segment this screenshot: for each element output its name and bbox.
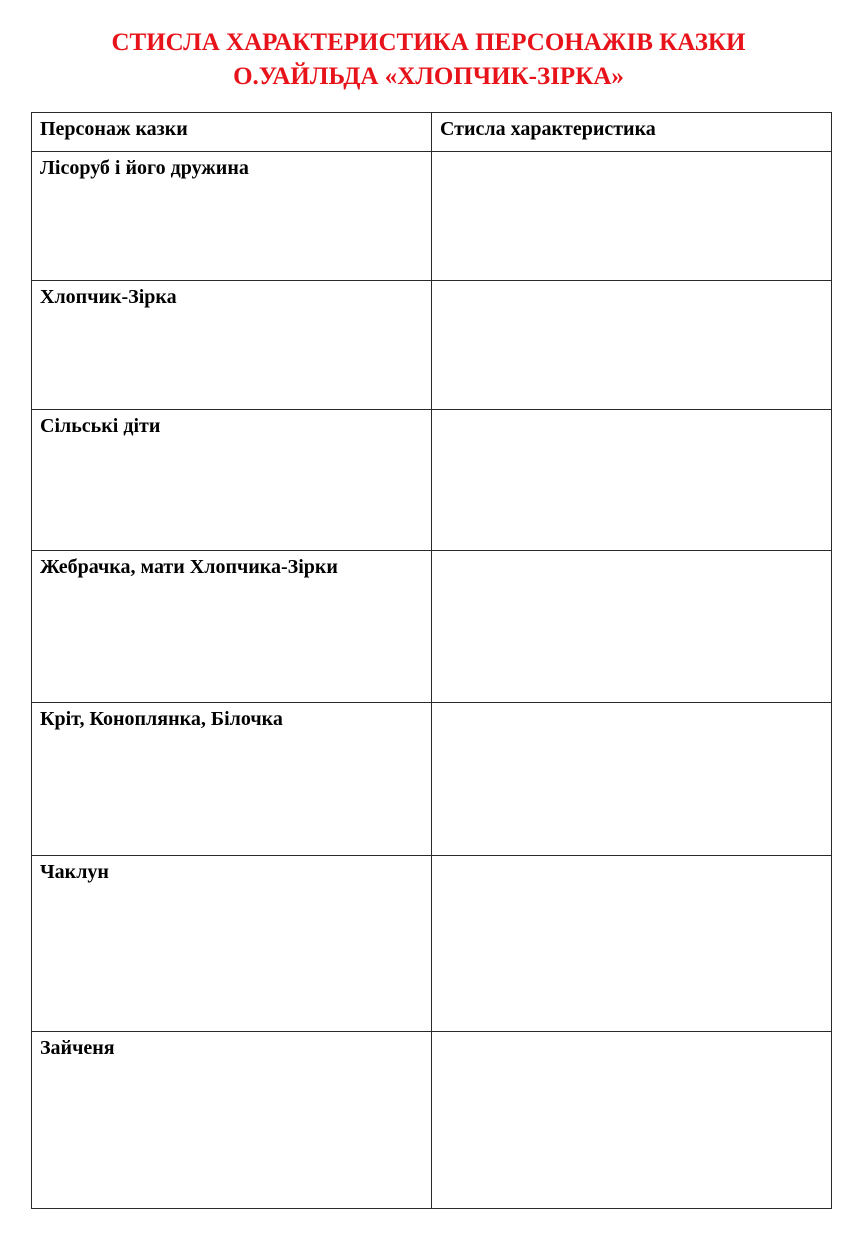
character-name: Хлопчик-Зірка bbox=[32, 281, 432, 410]
table-row bbox=[32, 551, 832, 703]
character-description-cell[interactable] bbox=[432, 551, 832, 703]
character-name: Кріт, Коноплянка, Білочка bbox=[32, 703, 432, 856]
title-line-2: О.УАЙЛЬДА «ХЛОПЧИК-ЗІРКА» bbox=[233, 63, 624, 90]
table-header-row bbox=[32, 113, 832, 152]
table-row bbox=[32, 703, 832, 856]
character-description-cell[interactable] bbox=[432, 410, 832, 551]
characters-table bbox=[31, 112, 832, 1209]
character-name: Чаклун bbox=[32, 856, 432, 1032]
character-description-cell[interactable] bbox=[432, 281, 832, 410]
character-description-cell[interactable] bbox=[432, 152, 832, 281]
character-name: Жебрачка, мати Хлопчика-Зірки bbox=[32, 551, 432, 703]
character-name: Зайченя bbox=[32, 1032, 432, 1209]
table-row bbox=[32, 281, 832, 410]
character-description-cell[interactable] bbox=[432, 1032, 832, 1209]
table-row bbox=[32, 856, 832, 1032]
table-row bbox=[32, 410, 832, 551]
table-row bbox=[32, 1032, 832, 1209]
column-header-description: Стисла характеристика bbox=[432, 113, 832, 152]
character-name: Лісоруб і його дружина bbox=[32, 152, 432, 281]
character-description-cell[interactable] bbox=[432, 856, 832, 1032]
page-title bbox=[0, 26, 857, 94]
character-description-cell[interactable] bbox=[432, 703, 832, 856]
title-line-1: СТИСЛА ХАРАКТЕРИСТИКА ПЕРСОНАЖІВ КАЗКИ bbox=[111, 29, 746, 56]
column-header-character: Персонаж казки bbox=[32, 113, 432, 152]
table-row bbox=[32, 152, 832, 281]
character-name: Сільські діти bbox=[32, 410, 432, 551]
